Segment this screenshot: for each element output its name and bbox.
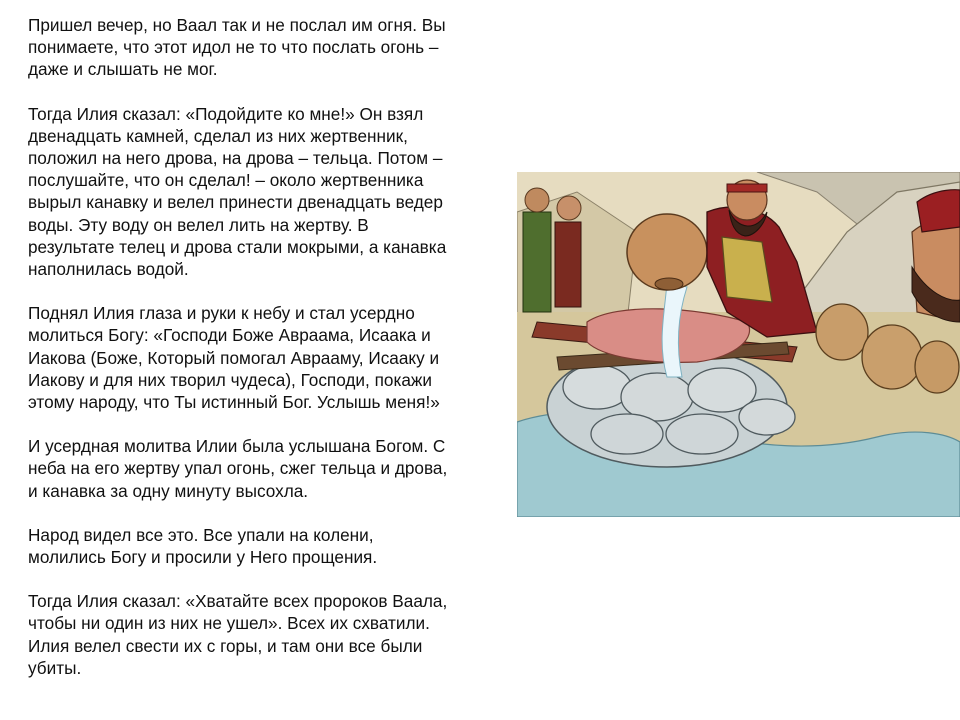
- text-line: И усердная молитва Илии была услышана Богом. С: [28, 436, 446, 457]
- text-line: Тогда Илия сказал: «Подойдите ко мне!» Он взял: [28, 103, 424, 124]
- text-line: Пришел вечер, но Ваал так и не послал им огня. Вы: [28, 15, 446, 35]
- text-line: Народ видел все это. Все упали на колени,: [28, 524, 374, 545]
- story-text: [28, 14, 498, 701]
- text-line: и канавка за одну минуту высохла.: [28, 480, 309, 501]
- text-line: Иакову и для них творил чудеса), Господи, покажи: [28, 369, 433, 390]
- elijah-altar-illustration: [517, 172, 960, 517]
- text-line: молиться Богу: «Господи Боже Авраама, Исаака и: [28, 325, 431, 346]
- paragraph-5: [28, 524, 498, 568]
- text-line: чтобы ни один из них не ушел». Всех их схватили.: [28, 613, 430, 634]
- text-line: Илия велел свести их с горы, и там они все были: [28, 635, 423, 656]
- text-line: этому народу, что Ты истинный Бог. Услышь меня!»: [28, 392, 440, 413]
- paragraph-1: [28, 14, 498, 81]
- paragraph-3: [28, 302, 498, 413]
- text-line: понимаете, что этот идол не то что послать огонь –: [28, 37, 439, 58]
- text-line: молились Богу и просили у Него прощения.: [28, 547, 378, 568]
- text-line: вырыл канавку и велел принести двенадцать ведер: [28, 192, 443, 213]
- text-line: двенадцать камней, сделал из них жертвенник,: [28, 125, 408, 146]
- text-line: неба на его жертву упал огонь, сжег тельца и дрова,: [28, 458, 448, 479]
- illustration-drawing: [517, 172, 960, 517]
- text-line: положил на него дрова, на дрова – тельца. Потом –: [28, 148, 443, 169]
- paragraph-6: [28, 590, 498, 679]
- text-line: результате телец и дрова стали мокрыми, а канавка: [28, 236, 447, 257]
- text-line: послушайте, что он сделал! – около жертвенника: [28, 170, 424, 191]
- text-line: убиты.: [28, 657, 82, 678]
- text-line: воды. Эту воду он велел лить на жертву. В: [28, 214, 369, 235]
- paragraph-4: [28, 435, 498, 502]
- text-line: даже и слышать не мог.: [28, 59, 218, 80]
- text-line: наполнилась водой.: [28, 259, 189, 280]
- text-line: Поднял Илия глаза и руки к небу и стал усердно: [28, 303, 415, 324]
- text-line: Тогда Илия сказал: «Хватайте всех пророков Ваала,: [28, 591, 448, 612]
- paragraph-2: [28, 103, 498, 281]
- text-line: Иакова (Боже, Который помогал Аврааму, Исааку и: [28, 347, 440, 368]
